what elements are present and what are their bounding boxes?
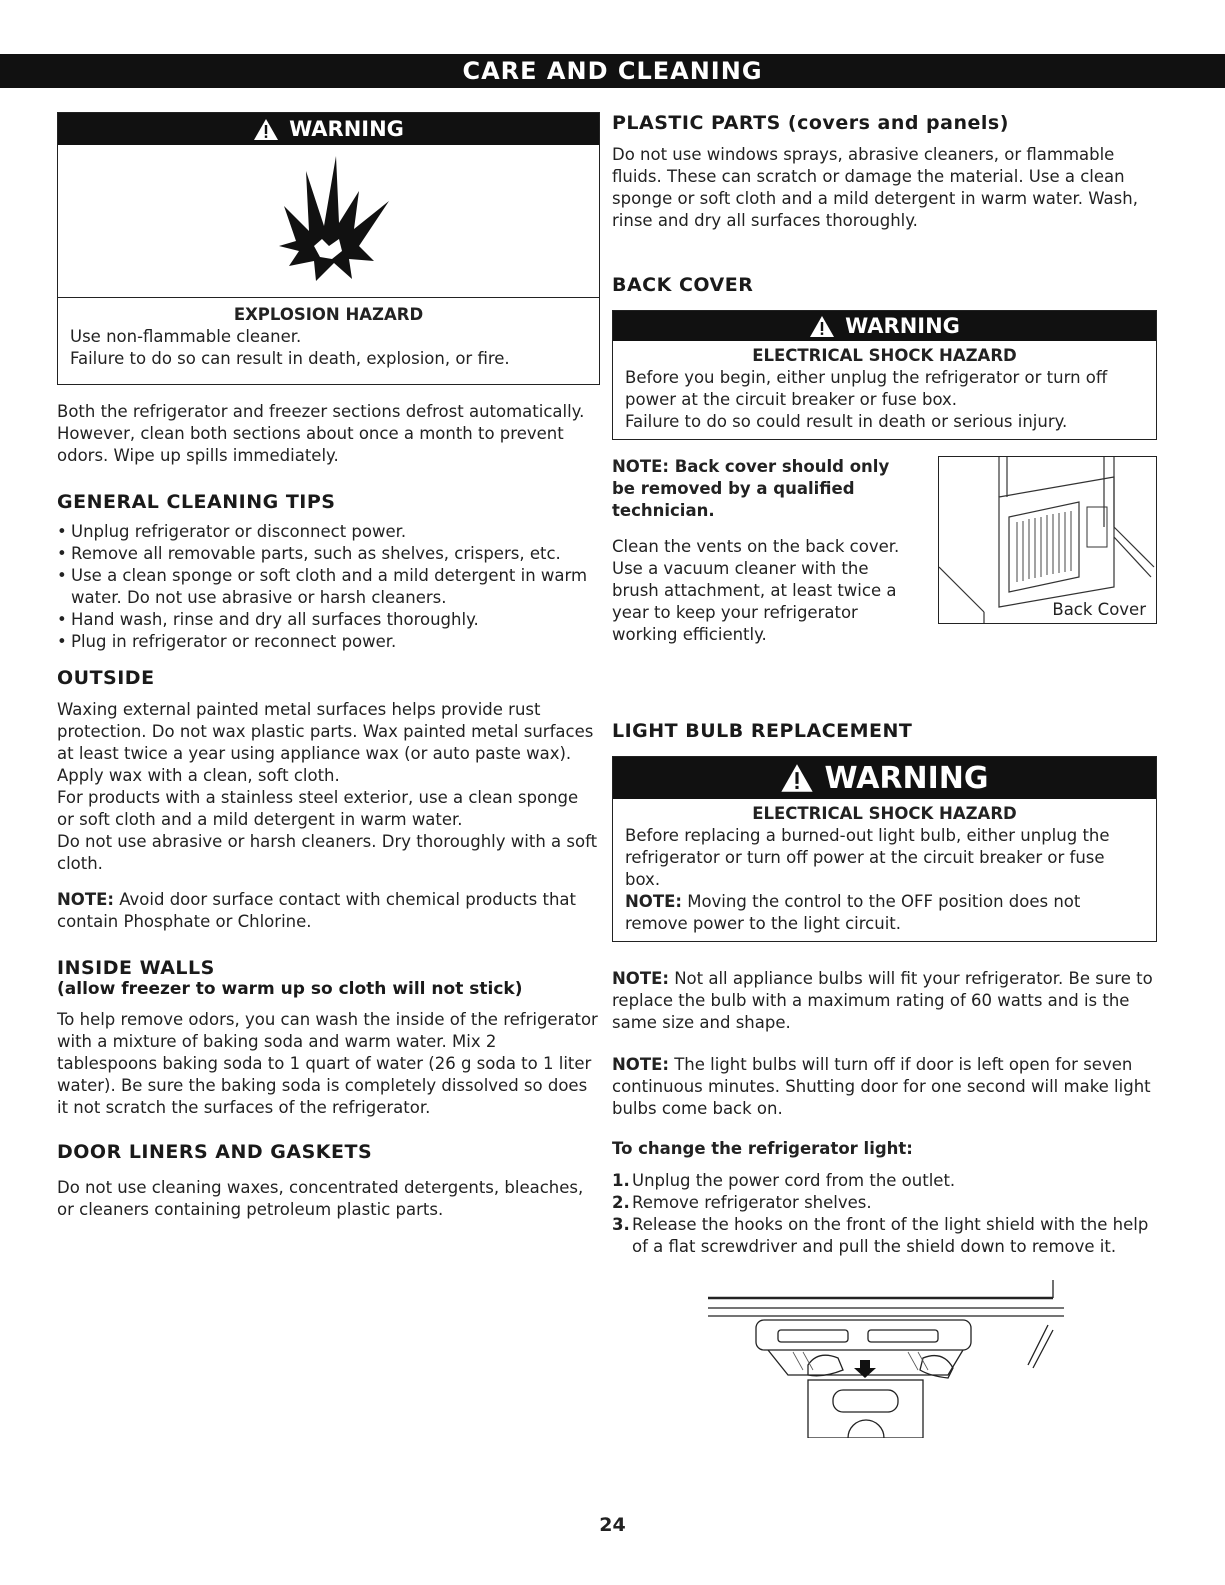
light-shield-figure [708,1280,1064,1438]
step-number: 1. [612,1171,630,1190]
warning-label: WARNING [824,760,989,796]
list-item: • Use a clean sponge or soft cloth and a mild detergent in warm water. Do not use abrasive or harsh cleaners. [57,565,600,609]
back-cover-heading: BACK COVER [612,274,754,296]
list-item: • Unplug refrigerator or disconnect power. [57,521,600,543]
note-text: The light bulbs will turn off if door is left open for seven continuous minutes. Shutting door for one second will make light bulbs come back on. [612,1055,1151,1118]
outside-heading: OUTSIDE [57,667,155,689]
note-label: NOTE: [612,969,669,988]
plastic-parts-heading: PLASTIC PARTS (covers and panels) [612,112,1009,134]
warning-header [613,311,1156,341]
inside-walls-subheading: (allow freezer to warm up so cloth will not stick) [57,979,523,999]
list-item: • Hand wash, rinse and dry all surfaces thoroughly. [57,609,600,631]
back-cover-row [612,456,1157,646]
inside-walls-heading: INSIDE WALLS [57,957,215,979]
back-cover-warning-box [612,310,1157,440]
warning-line: Before replacing a burned-out light bulb, either unplug the refrigerator or turn off power at the circuit breaker or fuse box. [625,826,1110,889]
hazard-title: ELECTRICAL SHOCK HAZARD [752,804,1017,823]
figure-caption: Back Cover [1052,600,1146,619]
step-text: Release the hooks on the front of the light shield with the help of a flat screwdriver and pull the shield down to remove it. [632,1215,1149,1256]
warning-header [613,757,1156,799]
back-cover-figure [938,456,1157,624]
light-bulb-warning-box [612,756,1157,942]
intro-paragraph: Both the refrigerator and freezer sections defrost automatically. However, clean both sections about once a month to prevent odors. Wipe up spills immediately. [57,402,585,465]
door-liners-paragraph: Do not use cleaning waxes, concentrated detergents, bleaches, or cleaners containing petroleum plastic parts. [57,1178,584,1219]
explosion-warning-box [57,112,600,385]
note-label: NOTE: [625,892,682,911]
list-item [612,1170,1157,1192]
note-label: NOTE: [57,890,114,909]
bulb-note-1 [612,968,1157,1034]
warning-note [625,891,1144,935]
warning-label: WARNING [845,314,960,338]
outside-paragraph: For products with a stainless steel exterior, use a clean sponge or soft cloth and a mild detergent in warm water. [57,788,579,829]
step-text: Remove refrigerator shelves. [632,1193,872,1212]
note-text: Not all appliance bulbs will fit your refrigerator. Be sure to replace the bulb with a maximum rating of 60 watts and is the same size and shape. [612,969,1153,1032]
steps-heading: To change the refrigerator light: [612,1139,913,1158]
plastic-parts-paragraph: Do not use windows sprays, abrasive cleaners, or flammable fluids. These can scratch or damage the material. Use a clean sponge or soft cloth and a mild detergent in warm water. Wash, rinse and dry all surfaces thoroughly. [612,145,1138,230]
outside-note [57,889,600,933]
left-column [57,112,600,1221]
warning-line: Before you begin, either unplug the refrigerator or turn off power at the circuit breaker or fuse box. [625,368,1108,409]
note-label: NOTE: [612,1055,669,1074]
note-text: Avoid door surface contact with chemical products that contain Phosphate or Chlorine. [57,890,577,931]
warning-triangle-icon [780,763,814,793]
general-cleaning-heading: GENERAL CLEANING TIPS [57,491,336,513]
warning-line: Use non-flammable cleaner. [70,327,302,346]
list-item [612,1192,1157,1214]
warning-triangle-icon [253,118,279,141]
warning-line: Failure to do so can result in death, explosion, or fire. [70,349,510,368]
light-shield-illustration [708,1280,1064,1438]
door-liners-heading: DOOR LINERS AND GASKETS [57,1141,373,1163]
note-text: Moving the control to the OFF position does not remove power to the light circuit. [625,892,1081,933]
light-bulb-heading: LIGHT BULB REPLACEMENT [612,720,913,742]
list-item [612,1214,1157,1258]
hazard-title: EXPLOSION HAZARD [233,305,424,324]
right-column [612,112,1157,1438]
warning-line: Failure to do so could result in death or serious injury. [625,412,1068,431]
steps-list [612,1170,1157,1258]
refrigerator-back-illustration [939,457,1156,623]
list-item: • Remove all removable parts, such as shelves, crispers, etc. [57,543,600,565]
explosion-icon [254,151,404,291]
list-item: • Plug in refrigerator or reconnect power. [57,631,600,653]
explosion-icon-area [58,145,599,298]
step-number: 2. [612,1193,630,1212]
inside-walls-paragraph: To help remove odors, you can wash the inside of the refrigerator with a mixture of baking soda and warm water. Mix 2 tablespoons baking soda to 1 quart of water (26 g soda to 1 liter water). Be sure the baking soda is completely dissolved so does it not scratch the surfaces of the refrigerator. [57,1010,598,1117]
bulb-note-2 [612,1054,1157,1120]
page-banner: CARE AND CLEANING [0,54,1225,88]
page-number: 24 [599,1514,626,1536]
warning-label: WARNING [289,117,404,141]
warning-triangle-icon [809,315,835,338]
step-text: Unplug the power cord from the outlet. [632,1171,956,1190]
back-cover-note: NOTE: Back cover should only be removed by a qualified technician. [612,457,890,520]
step-number: 3. [612,1215,630,1234]
hazard-title: ELECTRICAL SHOCK HAZARD [752,346,1017,365]
warning-header [58,113,599,145]
tips-list [57,521,600,653]
outside-paragraph: Do not use abrasive or harsh cleaners. Dry thoroughly with a soft cloth. [57,832,598,873]
back-cover-paragraph: Clean the vents on the back cover. Use a vacuum cleaner with the brush attachment, at least twice a year to keep your refrigerator working efficiently. [612,537,900,644]
outside-paragraph: Waxing external painted metal surfaces helps provide rust protection. Do not wax plastic parts. Wax painted metal surfaces at least twice a year using appliance wax (or auto paste wax). Apply wax with a clean, soft cloth. [57,700,594,785]
